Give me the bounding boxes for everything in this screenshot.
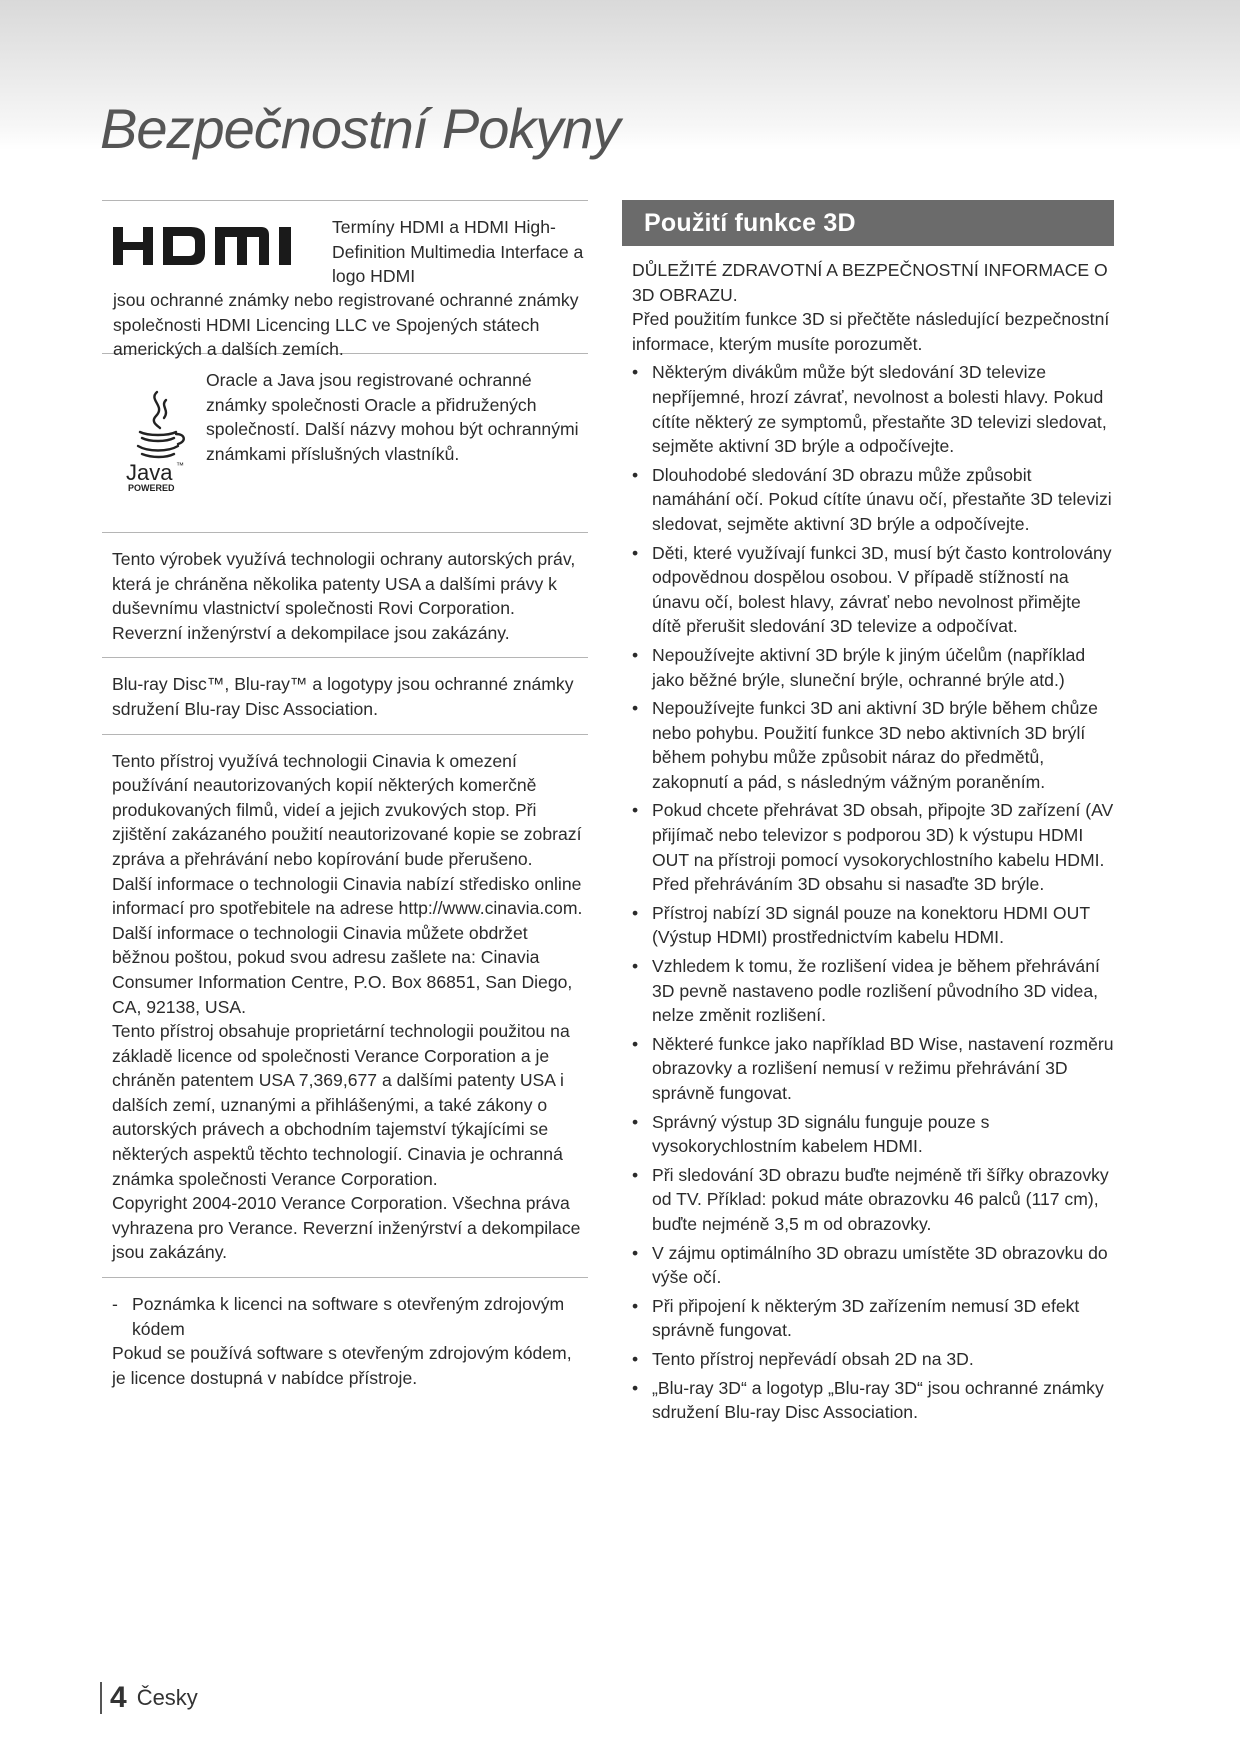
cinavia-paragraph: Další informace o technologii Cinavia můžete obdržet běžnou poštou, pokud svou adresu zašlete na: Cinavia Consumer Information Centre, P.O. Box 86851, San Diego, CA, 92138, USA. bbox=[112, 922, 573, 1017]
list-item: • Tento přístroj nepřevádí obsah 2D na 3D. bbox=[632, 1348, 974, 1369]
list-item: • Nepoužívejte aktivní 3D brýle k jiným účelům (například jako běžné brýle, sluneční brýle, ochranné brýle atd.) bbox=[632, 644, 1086, 690]
page-language: Česky bbox=[136, 1685, 198, 1710]
java-logo-word: Java bbox=[126, 460, 173, 485]
java-logo-tm: ™ bbox=[176, 461, 184, 470]
page-footer bbox=[100, 1680, 198, 1716]
list-item: • V zájmu optimálního 3D obrazu umístěte 3D obrazovku do výše očí. bbox=[632, 1242, 1108, 1288]
rovi-notice bbox=[102, 533, 588, 657]
list-item: • Dlouhodobé sledování 3D obrazu může způsobit namáhání očí. Pokud cítíte únavu očí, přestaňte 3D televizi sledovat, sejměte aktivní 3D brýle a odpočívejte. bbox=[632, 464, 1112, 534]
note-text: Pokud se používá software s otevřeným zdrojovým kódem, je licence dostupná v nabídce přístroje. bbox=[112, 1343, 572, 1388]
list-item: • Při sledování 3D obrazu buďte nejméně tři šířky obrazovky od TV. Příklad: pokud máte obrazovku 46 palců (117 cm), buďte nejméně 3,5 m od obrazovky. bbox=[632, 1164, 1109, 1234]
hdmi-text-rest: jsou ochranné známky nebo registrované ochranné známky společnosti HDMI Licencing LLC ve Spojených státech amerických a dalších zemích. bbox=[113, 290, 579, 360]
section-body-3d bbox=[622, 246, 1114, 1425]
cinavia-paragraph: Další informace o technologii Cinavia nabízí středisko online informací pro spotřebitele na adrese http://www.cinavia.com. bbox=[112, 873, 583, 919]
bluray-notice bbox=[102, 658, 588, 733]
open-source-note bbox=[102, 1278, 588, 1402]
rovi-text: Tento výrobek využívá technologii ochrany autorských práv, která je chráněna několika patenty USA a dalšími právy k duševnímu vlastnictví společnosti Rovi Corporation. Reverzní inženýrství a dekompilace jsou zakázány. bbox=[112, 549, 576, 643]
cinavia-paragraph: Tento přístroj využívá technologii Cinavia k omezení používání neautorizovaných kopií některých komerčně produkovaných filmů, videí a jejich zvukových stop. Při zjištění zakázaného použití neautorizované kopie se zobrazí zpráva a přehrávání nebo kopírování bude přerušeno. bbox=[112, 750, 582, 869]
java-logo-powered: POWERED bbox=[128, 483, 175, 492]
cinavia-paragraph: Copyright 2004-2010 Verance Corporation. Všechna práva vyhrazena pro Verance. Reverzní inženýrství a dekompilace jsou zakázány. bbox=[112, 1193, 581, 1263]
list-item: • Děti, které využívají funkci 3D, musí být často kontrolovány odpovědnou dospělou osobou. V případě stížností na únavu očí, bolest hlavy, závrať nebo nevolnost přimějte dítě přerušit sledování 3D televize a odpočívat. bbox=[632, 542, 1112, 637]
bluray-text: Blu-ray Disc™, Blu-ray™ a logotypy jsou ochranné známky sdružení Blu-ray Disc Association. bbox=[112, 674, 574, 719]
java-logo-icon bbox=[124, 388, 192, 492]
page-number: 4 bbox=[110, 1681, 127, 1714]
left-column bbox=[102, 200, 588, 1402]
right-column bbox=[622, 200, 1114, 1429]
footer-divider bbox=[100, 1682, 102, 1714]
list-item: • Pokud chcete přehrávat 3D obsah, připojte 3D zařízení (AV přijímač nebo televizor s podporou 3D) k výstupu HDMI OUT na přístroji pomocí vysokorychlostního kabelu HDMI. Před přehráváním 3D obsahu si nasaďte 3D brýle. bbox=[632, 800, 1114, 895]
note-heading bbox=[112, 1292, 588, 1341]
hdmi-notice bbox=[102, 201, 588, 360]
java-notice bbox=[102, 354, 588, 532]
list-item: • „Blu-ray 3D“ a logotyp „Blu-ray 3D“ jsou ochranné známky sdružení Blu-ray Disc Association. bbox=[632, 1377, 1104, 1423]
note-title: Poznámka k licenci na software s otevřeným zdrojovým kódem bbox=[132, 1294, 565, 1339]
list-item: • Přístroj nabízí 3D signál pouze na konektoru HDMI OUT (Výstup HDMI) prostřednictvím kabelu HDMI. bbox=[632, 902, 1090, 948]
cinavia-paragraph: Tento přístroj obsahuje proprietární technologii použitou na základě licence od společnosti Verance Corporation a je chráněn patentem USA 7,369,677 a dalšími patenty USA i dalších zemí, uznanými a přihlášenými, a také zákony o autorských právech a obchodním tajemství týkajícími se některých aspektů těchto technologií. Cinavia je ochranná známka společnosti Verance Corporation. bbox=[112, 1021, 570, 1189]
intro-heading: DŮLEŽITÉ ZDRAVOTNÍ A BEZPEČNOSTNÍ INFORMACE O 3D OBRAZU. bbox=[632, 260, 1108, 305]
cinavia-notice bbox=[102, 735, 588, 1277]
list-item: • Správný výstup 3D signálu funguje pouze s vysokorychlostním kabelem HDMI. bbox=[632, 1111, 990, 1157]
list-item: • Některým divákům může být sledování 3D televize nepříjemné, hrozí závrať, nevolnost a bolesti hlavy. Pokud cítíte některý ze symptomů, přestaňte 3D televizi sledovat, sejměte aktivní 3D brýle a odpočívejte. bbox=[632, 362, 1107, 457]
hdmi-text-head: Termíny HDMI a HDMI High-Definition Multimedia Interface a logo HDMI bbox=[332, 217, 584, 287]
section-header-3d: Použití funkce 3D bbox=[622, 200, 1114, 246]
bullet-list bbox=[632, 360, 1114, 1424]
list-item: • Nepoužívejte funkci 3D ani aktivní 3D brýle během chůze nebo pohybu. Použití funkce 3D nebo aktivních 3D brýlí během pohybu může způsobit náraz do předmětů, zakopnutí a pád, s následným vážným poraněním. bbox=[632, 698, 1098, 792]
note-dash: - bbox=[112, 1294, 118, 1315]
hdmi-logo-icon bbox=[113, 227, 291, 265]
page-title: Bezpečnostní Pokyny bbox=[100, 97, 620, 160]
java-text: Oracle a Java jsou registrované ochranné známky společnosti Oracle a přidružených společností. Další názvy mohou být ochrannými známkami příslušných vlastníků. bbox=[206, 370, 579, 464]
intro-text: Před použitím funkce 3D si přečtěte následující bezpečnostní informace, kterým musíte porozumět. bbox=[632, 309, 1110, 354]
list-item: • Při připojení k některým 3D zařízením nemusí 3D efekt správně fungovat. bbox=[632, 1295, 1080, 1341]
list-item: • Vzhledem k tomu, že rozlišení videa je během přehrávání 3D pevně nastaveno podle rozlišení původního 3D videa, nelze změnit rozlišení. bbox=[632, 956, 1100, 1026]
list-item: • Některé funkce jako například BD Wise, nastavení rozměru obrazovky a rozlišení nemusí v režimu přehrávání 3D správně fungovat. bbox=[632, 1033, 1114, 1103]
